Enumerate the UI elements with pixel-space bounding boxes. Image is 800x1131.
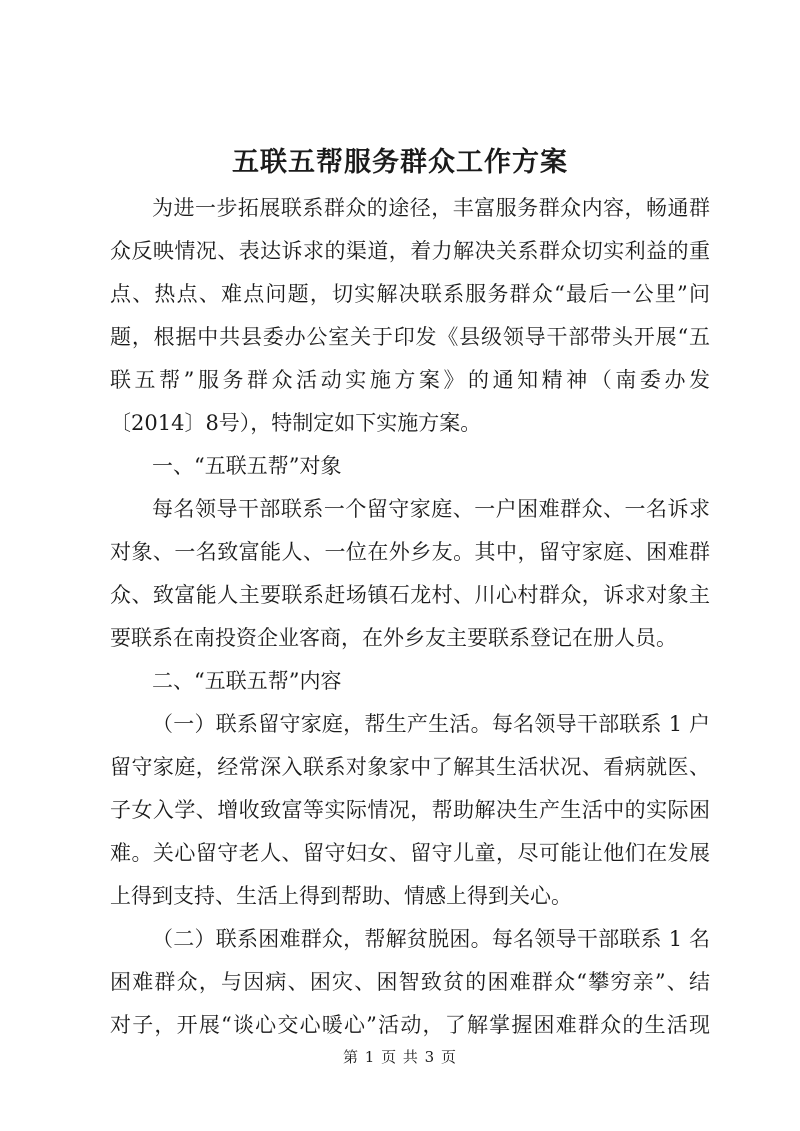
paragraph-line: 上得到支持、生活上得到帮助、情感上得到关心。 — [110, 884, 572, 908]
paragraph-line: 题，根据中共县委办公室关于印发《县级领导干部带头开展“五 — [110, 325, 710, 349]
paragraph-line: 留守家庭，经常深入联系对象家中了解其生活状况、看病就医、 — [110, 755, 710, 779]
paragraph-line: （一）联系留守家庭，帮生产生活。每名领导干部联系 1 户 — [152, 712, 710, 736]
paragraph-line: 点、热点、难点问题，切实解决联系服务群众“最后一公里”问 — [110, 282, 710, 306]
paragraph-line: （二）联系困难群众，帮解贫脱困。每名领导干部联系 1 名 — [152, 927, 710, 951]
paragraph-line: 联五帮”服务群众活动实施方案》的通知精神（南委办发 — [110, 368, 710, 392]
section-heading: 二、“五联五帮”内容 — [152, 669, 342, 693]
paragraph-line: 每名领导干部联系一个留守家庭、一户困难群众、一名诉求 — [152, 497, 710, 521]
paragraph-line: 众、致富能人主要联系赶场镇石龙村、川心村群众，诉求对象主 — [110, 583, 710, 607]
section-heading: 一、“五联五帮”对象 — [152, 454, 342, 478]
paragraph-line: 为进一步拓展联系群众的途径，丰富服务群众内容，畅通群 — [152, 196, 710, 220]
paragraph-line: 众反映情况、表达诉求的渠道，着力解决关系群众切实利益的重 — [110, 239, 710, 263]
paragraph-line: 难。关心留守老人、留守妇女、留守儿童，尽可能让他们在发展 — [110, 841, 710, 865]
paragraph-line: 要联系在南投资企业客商，在外乡友主要联系登记在册人员。 — [110, 626, 677, 650]
paragraph-line: 子女入学、增收致富等实际情况，帮助解决生产生活中的实际困 — [110, 798, 710, 822]
paragraph-line: 对象、一名致富能人、一位在外乡友。其中，留守家庭、困难群 — [110, 540, 710, 564]
paragraph-line: 对子，开展“谈心交心暖心”活动，了解掌握困难群众的生活现 — [110, 1013, 710, 1037]
paragraph-line: 〔2014〕8号），特制定如下实施方案。 — [110, 411, 482, 435]
document-title: 五联五帮服务群众工作方案 — [232, 147, 568, 178]
paragraph-line: 困难群众，与因病、困灾、困智致贫的困难群众“攀穷亲”、结 — [110, 970, 710, 994]
page-number-footer: 第 1 页 共 3 页 — [343, 1048, 457, 1066]
